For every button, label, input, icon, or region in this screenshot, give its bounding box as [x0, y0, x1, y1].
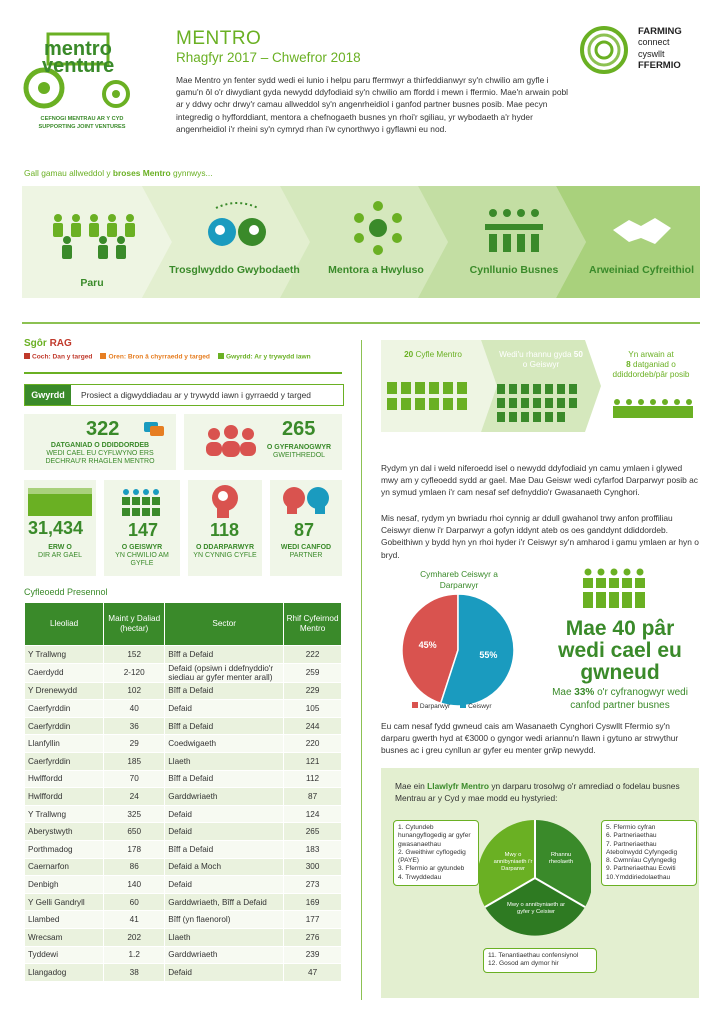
cell-reference: 177 [284, 911, 342, 929]
cell-location: Y Trallwng [25, 805, 104, 823]
rag-title: Sgôr RAG [24, 338, 72, 349]
people-icon [204, 424, 258, 458]
ratio-pie-chart [400, 592, 516, 708]
business-models-wheel [479, 818, 591, 938]
cell-reference: 276 [284, 928, 342, 946]
header-size: Maint y Daliad (hectar) [104, 603, 165, 646]
table-row [25, 646, 342, 664]
stat-partnered [270, 480, 342, 576]
stat-providers [188, 480, 262, 576]
rag-status-tag: Gwyrdd [25, 385, 71, 405]
cell-sector: Defaid [165, 876, 284, 894]
pairs-line1: Mae 40 pâr [565, 617, 675, 640]
cell-location: Caerfyrddin [25, 752, 104, 770]
document-people-icons [385, 380, 695, 426]
list-item: 8. Cwmnïau Cyfyngedig [606, 857, 677, 865]
opportunities-table [24, 602, 342, 982]
cell-sector: Defaid [165, 805, 284, 823]
list-bottom [483, 948, 597, 973]
logo-cyswllt: cyswllt [638, 49, 665, 59]
table-row [25, 893, 342, 911]
update-paragraph-2: Mis nesaf, rydym yn bwriadu rhoi cynnig ar ddull gwahanol trwy anfon proffiliau Ceiswyr dienw i'r Darparwyr a gofyn iddynt ateb os oes ganddynt ddiddordeb. Gobeithiwn y bydd hyn yn rhoi hyder i'r Ceiswyr sy'n amharod i gamu ymlaen ar hyn o bryd. [381, 513, 699, 560]
rag-legend-green: Gwyrdd: Ar y trywydd iawn [218, 353, 311, 361]
stat-sub: GWEITHREDOL [272, 452, 326, 459]
rag-status-text: Prosiect a digwyddiadau ar y trywydd iawn i gyrraedd y targed [81, 390, 311, 400]
cell-reference: 220 [284, 735, 342, 753]
cell-reference: 244 [284, 717, 342, 735]
table-row [25, 717, 342, 735]
table-row [25, 946, 342, 964]
table-row [25, 735, 342, 753]
cell-reference: 273 [284, 876, 342, 894]
speech-bubble-icon [144, 420, 166, 438]
logo-farming: FARMING [638, 26, 682, 37]
list-item: 11. Tenantiaethau confensiynol [488, 952, 579, 959]
heads-gears-icon [206, 202, 268, 254]
people-group-icon [120, 488, 164, 518]
cell-location: Porthmadog [25, 840, 104, 858]
table-row [25, 858, 342, 876]
step-legal-guidance [583, 186, 700, 298]
cell-size: 24 [104, 788, 165, 806]
cell-reference: 300 [284, 858, 342, 876]
table-row [25, 770, 342, 788]
segment-provider: Mwy o annibyniaeth i'r Darparwr [493, 852, 533, 872]
update-paragraph-1: Rydym yn dal i weld niferoedd isel o newydd ddyfodiaid yn camu ymlaen i glywed mwy am y cyfleoedd sydd ar gael. Mae Dau Geiswr wedi cyfarfod Darparwyr posib ac yn symud ymlaen i'r cam nesaf sef defnyddio'r Gwasanaeth Cynghori. [381, 463, 698, 498]
list-item: 9. Partneriaethau Ecwiti [606, 865, 676, 873]
pairs-sub: Mae 33% o'r cyfranogwyr wedi canfod partner busnes [552, 687, 688, 711]
chart-title: Cymhareb Ceiswyr a Darparwyr [420, 569, 498, 590]
stat-value: 87 [294, 520, 315, 540]
handbook-intro: Mae ein Llawlyfr Mentro yn darparu trosolwg o'r amrediad o fodelau busnes Mentrau ar y Cyd y mae modd eu hystyried: [395, 781, 680, 803]
people-group-icon [582, 568, 648, 614]
stat-label: O DDARPARWYR [195, 544, 255, 551]
next-step-paragraph: Eu cam nesaf fydd gwneud cais am Wasanaeth Cynghori Cyswllt Ffermio sy'n darparu gwerth hyd at €3000 o gyngor wedi ariannu'n llawn i gytuno ar strwythur busnes ac i greu cynllun ar gyfer eu menter grŵp newydd. [381, 721, 679, 756]
page-subtitle: Rhagfyr 2017 – Chwefror 2018 [176, 50, 361, 65]
step-label: Mentora a Hwyluso [328, 264, 424, 276]
table-title: Cyfleoedd Presennol [24, 587, 108, 597]
table-row [25, 682, 342, 700]
stat-label: O GEISWYR [121, 544, 163, 551]
cell-sector: Bîff a Defaid [165, 682, 284, 700]
logo-line1: mentro [44, 38, 112, 60]
rag-rule [24, 372, 342, 374]
list-item: 10.Ymddiriedolaethau [606, 873, 671, 881]
rag-legend [24, 353, 311, 361]
cell-sector: Garddwriaeth, Bîff a Defaid [165, 893, 284, 911]
table-row [25, 823, 342, 841]
cell-sector: Garddwriaeth [165, 946, 284, 964]
cell-location: Tyddewi [25, 946, 104, 964]
cell-location: Caerdydd [25, 663, 104, 682]
cell-location: Caerfyrddin [25, 700, 104, 718]
cell-size: 325 [104, 805, 165, 823]
stat-value: 322 [86, 418, 120, 440]
table-row [25, 752, 342, 770]
list-item: 2. Gweithiwr cyflogedig (PAYE) [398, 848, 466, 865]
rag-legend-amber: Oren: Bron â chyrraedd y targed [100, 353, 210, 361]
header-sector: Sector [165, 603, 284, 646]
legend-item-seekers: Ceiswyr [460, 702, 491, 710]
cell-sector: Bîff a Defaid [165, 770, 284, 788]
cell-size: 86 [104, 858, 165, 876]
flow-step-1: 20 Cyfle Mentro [404, 350, 462, 359]
cell-sector: Coedwigaeth [165, 735, 284, 753]
table-header-row [25, 603, 342, 646]
cell-size: 650 [104, 823, 165, 841]
cell-location: Y Drenewydd [25, 682, 104, 700]
logo-tagline-cy: CEFNOGI MENTRAU AR Y CYD [40, 116, 124, 122]
pie-label: 55% [479, 649, 498, 660]
list-item: 3. Ffermio ar gytundeb [398, 865, 465, 873]
cell-reference: 169 [284, 893, 342, 911]
list-item: 1. Cytundeb hunangyflogedig ar gyfer gwasanaethau [398, 824, 471, 848]
stat-label: O GYFRANOGWYR [266, 444, 332, 451]
pairs-line2: wedi cael eu [558, 639, 682, 662]
logo-tagline-en: SUPPORTING JOINT VENTURES [38, 124, 126, 130]
opportunity-flow [381, 340, 699, 432]
list-item: 6. Partneriaethau [606, 832, 657, 840]
step-business-planning [445, 186, 583, 298]
rag-status-bar [24, 384, 344, 406]
mentro-venture-logo [22, 30, 140, 138]
table-row [25, 876, 342, 894]
stat-label: DATGANIAD O DDIDDORDEB [50, 442, 150, 449]
cell-size: 29 [104, 735, 165, 753]
swirl-icon [578, 24, 632, 76]
cell-location: Y Trallwng [25, 646, 104, 664]
list-item: 4. Trwyddedau [398, 873, 442, 881]
step-paru [22, 186, 162, 298]
farming-connect-logo [578, 24, 708, 76]
head-gears-icon [210, 484, 240, 518]
cell-size: 152 [104, 646, 165, 664]
list-item: 5. Ffermio cyfran [606, 824, 656, 831]
cell-location: Caerfyrddin [25, 717, 104, 735]
cell-size: 185 [104, 752, 165, 770]
section-divider [22, 322, 700, 324]
intro-paragraph: Mae Mentro yn fenter sydd wedi ei lunio i helpu paru ffermwyr a thirfeddianwyr sy'n chwilio am gyfle i gamu'n ôl o'r diwydiant gyda newydd ddyfodiaid sy'n chwilio am ffordd i mewn i ffermio. Mae'n arwain pobl ar y ddwy ochr drwy'r camau allweddol sy'n angenrheidiol i ganfod partner busnes posib. Mae pecyn integredig o hyfforddiant, mentora a chefnogaeth busnes yn rhoi'r sgiliau, yr wybodaeth a'r hyder angenrheidiol i'r rheini sy'n cymryd rhan i'w cynorthwyo i gyflawni eu nod. [176, 75, 569, 134]
stat-sub: YN CHWILIO AM GYFLE [115, 552, 169, 567]
cell-location: Caernarfon [25, 858, 104, 876]
cell-reference: 265 [284, 823, 342, 841]
cell-sector: Bîff (yn flaenorol) [165, 911, 284, 929]
table-row [25, 964, 342, 982]
process-intro: Gall gamau allweddol y broses Mentro gynnwys... [24, 168, 213, 178]
flow-step-3: Yn arwain at 8 datganiad o ddiddordeb/pâr posib [612, 350, 690, 379]
cell-size: 36 [104, 717, 165, 735]
rag-legend-red: Coch: Dan y targed [24, 353, 92, 361]
step-label: Cynllunio Busnes [469, 264, 559, 276]
cell-size: 102 [104, 682, 165, 700]
stat-value: 31,434 [28, 518, 84, 538]
cell-sector: Defaid [165, 964, 284, 982]
cell-reference: 222 [284, 646, 342, 664]
table-row [25, 663, 342, 682]
cell-reference: 87 [284, 788, 342, 806]
header-location: Lleoliad [25, 603, 104, 646]
table-row [25, 928, 342, 946]
handshake-icon [611, 210, 673, 250]
cell-reference: 47 [284, 964, 342, 982]
logo-connect: connect [638, 37, 670, 47]
segment-shared: Rhannu rheolaeth [548, 852, 574, 865]
cell-sector: Defaid [165, 700, 284, 718]
list-left [393, 820, 479, 886]
stat-value: 265 [282, 418, 316, 440]
people-circle-icon [351, 200, 405, 256]
pairs-line3: gwneud [580, 661, 660, 684]
cell-size: 41 [104, 911, 165, 929]
cell-sector: Bîff a Defaid [165, 646, 284, 664]
cell-size: 40 [104, 700, 165, 718]
cell-size: 1.2 [104, 946, 165, 964]
segment-seeker: Mwy o annibyniaeth ar gyfer y Ceisiwr [507, 902, 566, 915]
cell-location: Denbigh [25, 876, 104, 894]
process-band [22, 186, 700, 298]
cell-sector: Garddwriaeth [165, 788, 284, 806]
meeting-table-icon [485, 208, 543, 256]
cell-reference: 229 [284, 682, 342, 700]
chart-legend [412, 702, 492, 710]
stat-sub: WEDI CAEL EU CYFLWYNO ERS DECHRAU'R RHAGLEN MENTRO [45, 450, 155, 465]
table-row [25, 805, 342, 823]
pie-label: 45% [418, 640, 437, 651]
column-divider [361, 340, 362, 1000]
stat-label: ERW O [48, 544, 72, 551]
legend-item-providers: Darparwyr [412, 702, 450, 710]
pairs-headline [540, 618, 700, 684]
cell-size: 38 [104, 964, 165, 982]
stat-value: 118 [210, 520, 240, 540]
handbook-box [381, 768, 699, 998]
flow-step-2: Wedi'u rhannu gyda 50 o Geiswyr [499, 350, 583, 369]
cell-reference: 259 [284, 663, 342, 682]
cell-size: 178 [104, 840, 165, 858]
cell-sector: Defaid (opsiwn i ddefnyddio'r siediau ar gyfer menter arall) [165, 663, 284, 682]
step-mentoring [307, 186, 445, 298]
stat-sub: YN CYNNIG CYFLE [193, 552, 257, 559]
cell-sector: Defaid a Moch [165, 858, 284, 876]
cell-sector: Llaeth [165, 752, 284, 770]
cell-location: Hwlffordd [25, 770, 104, 788]
stat-value: 147 [128, 520, 159, 540]
two-heads-icon [282, 486, 330, 516]
cell-reference: 183 [284, 840, 342, 858]
table-row [25, 788, 342, 806]
cell-location: Y Gelli Gandryll [25, 893, 104, 911]
cell-sector: Llaeth [165, 928, 284, 946]
cell-location: Llangadog [25, 964, 104, 982]
cell-reference: 124 [284, 805, 342, 823]
field-icon [28, 486, 92, 516]
cell-reference: 239 [284, 946, 342, 964]
stat-expressions-of-interest [24, 414, 176, 470]
cell-location: Aberystwyth [25, 823, 104, 841]
page-title: MENTRO [176, 28, 262, 49]
stat-seekers [104, 480, 180, 576]
cell-reference: 105 [284, 700, 342, 718]
table-row [25, 840, 342, 858]
cell-reference: 112 [284, 770, 342, 788]
cell-size: 70 [104, 770, 165, 788]
list-item: 12. Gosod am dymor hir [488, 960, 559, 968]
cell-size: 140 [104, 876, 165, 894]
header-reference: Rhif Cyfeirnod Mentro [284, 603, 342, 646]
cell-sector: Bîff a Defaid [165, 840, 284, 858]
cell-size: 2-120 [104, 663, 165, 682]
step-label: Trosglwyddo Gwybodaeth [169, 264, 300, 276]
people-group-icon [50, 212, 136, 260]
cell-location: Wrecsam [25, 928, 104, 946]
cell-sector: Bîff a Defaid [165, 717, 284, 735]
table-row [25, 700, 342, 718]
step-knowledge-transfer [162, 186, 307, 298]
list-right [601, 820, 697, 886]
stat-sub: DIR AR GAEL [38, 552, 82, 559]
cell-location: Llanfyllin [25, 735, 104, 753]
stat-sub: PARTNER [289, 552, 323, 559]
stat-acres [24, 480, 96, 576]
cell-reference: 121 [284, 752, 342, 770]
step-label: Arweiniad Cyfreithiol [588, 264, 694, 276]
cell-sector: Defaid [165, 823, 284, 841]
logo-line2: venture [42, 55, 115, 77]
logo-ffermio: FFERMIO [638, 60, 681, 71]
step-label: Paru [80, 277, 104, 289]
cell-size: 60 [104, 893, 165, 911]
cell-size: 202 [104, 928, 165, 946]
stat-label: WEDI CANFOD [280, 544, 332, 551]
cell-location: Llambed [25, 911, 104, 929]
table-row [25, 911, 342, 929]
stat-active-participants [184, 414, 342, 470]
cell-location: Hwlffordd [25, 788, 104, 806]
list-item: 7. Partneriaethau Atebolrwydd Cyfyngedig [606, 840, 678, 856]
